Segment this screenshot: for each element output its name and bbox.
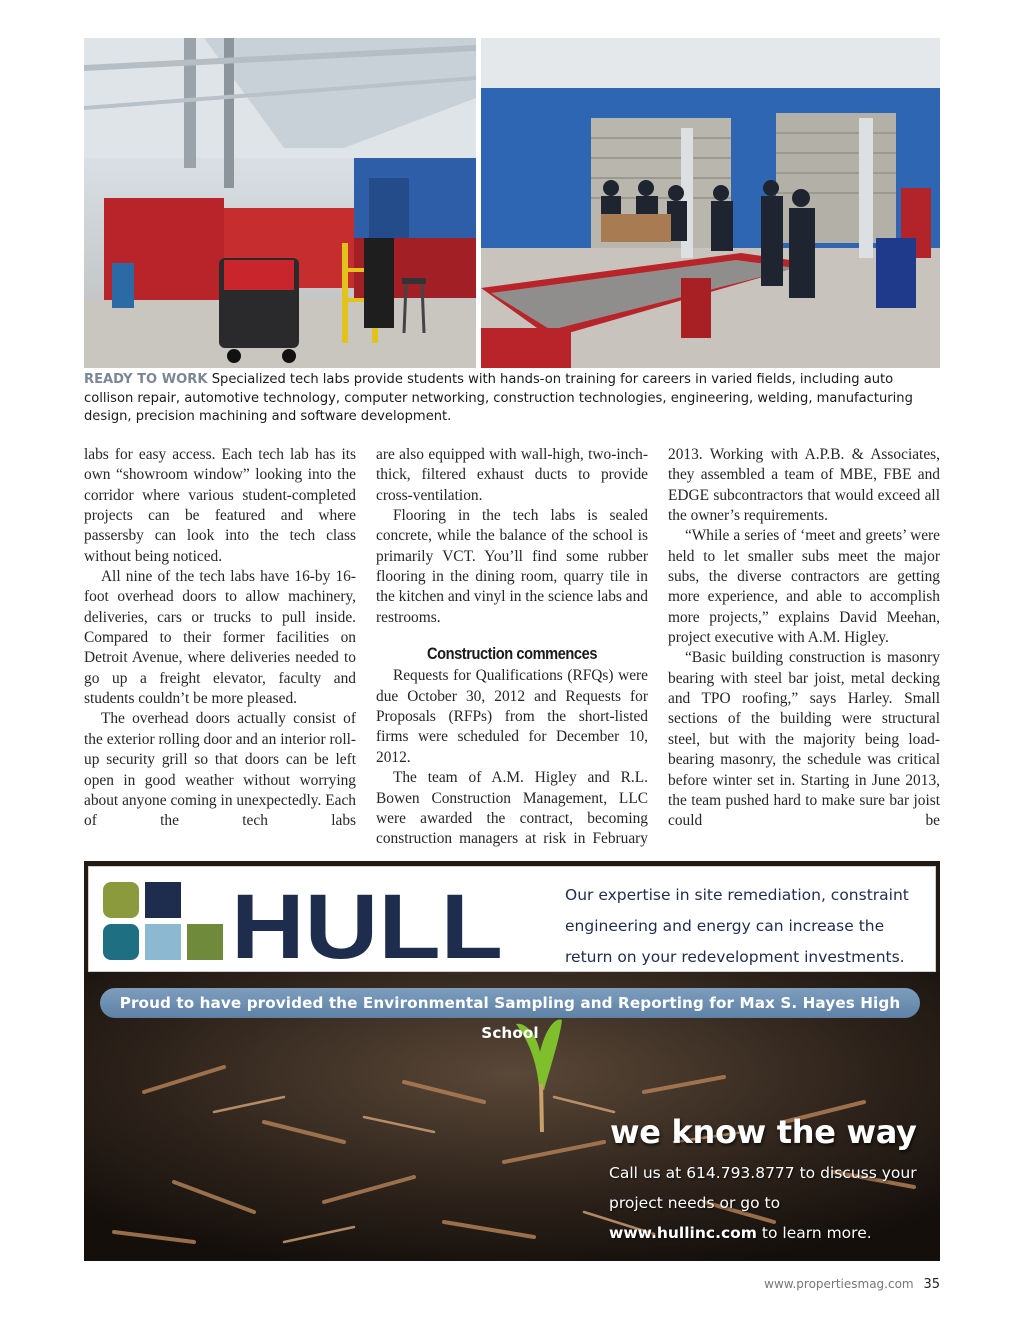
article-paragraph: are also equipped with wall-high, two-inch-thick, filtered exhaust ducts to provide cross-ventilation.: [376, 446, 648, 504]
page-number: 35: [923, 1277, 940, 1292]
logo-square-olive: [103, 882, 139, 918]
photo-caption: [84, 371, 940, 427]
ad-contact: [609, 1158, 919, 1248]
ad-contact-text: Call us at 614.793.8777 to discuss your project needs or go to: [609, 1164, 917, 1212]
section-subhead: Construction commences: [426, 644, 598, 664]
ad-website-link[interactable]: www.hullinc.com: [609, 1224, 757, 1242]
hull-advertisement: [84, 861, 940, 1261]
hull-wordmark: HULL: [231, 882, 503, 962]
ad-contact-tail: to learn more.: [761, 1224, 872, 1242]
ad-banner: Proud to have provided the Environmental Sampling and Reporting for Max S. Hayes High School: [100, 988, 920, 1018]
hull-logo: [103, 882, 505, 962]
logo-square-sky: [145, 924, 181, 960]
tech-lab-photo-left: [84, 38, 476, 368]
article-paragraph: Requests for Qualifications (RFQs) were due October 30, 2012 and Requests for Proposals (RFPs) from the short-listed firms were scheduled for December 10, 2012.: [376, 667, 648, 766]
logo-square-navy: [145, 882, 181, 918]
ad-headline: we know the way: [610, 1113, 917, 1151]
article-paragraph: “Basic building construction is masonry bearing with steel bar joist, metal decking and TPO roofing,” says Harley. Small sections of the building were structural steel, but with the majority being load-bearing masonry, the schedule was critical before winter set in. Starting in June 2013, the team pushed hard to make sure bar joist could be: [668, 649, 940, 830]
article-paragraph: 2013. Working with A.P.B. & Associates, they assembled a team of MBE, FBE and EDGE subcontractors that would exceed all the owner’s requirements.: [668, 446, 940, 525]
article-column-2: [376, 445, 648, 850]
caption-text: Specialized tech labs provide students with hands-on training for careers in varied fields, including auto collison repair, automotive technology, computer networking, construction technologies, engineering, welding, manufacturing design, precision machining and software development.: [84, 372, 913, 425]
logo-square-green: [187, 924, 223, 960]
article-paragraph: “While a series of ‘meet and greets’ were held to let smaller subs meet the major subs, the diverse contractors are getting more experience, and able to accomplish more projects,” explains David Meehan, project executive with A.M. Higley.: [668, 527, 940, 647]
article-paragraph: The team of A.M. Higley and R.L. Bowen Construction Management, LLC were awarded the contract, becoming construction managers at risk in February: [376, 769, 648, 848]
article-paragraph: Flooring in the tech labs is sealed concrete, while the balance of the school is primarily VCT. You’ll find some rubber flooring in the dining room, quarry tile in the kitchen and vinyl in the science labs and restrooms.: [376, 507, 648, 626]
article-paragraph: The overhead doors actually consist of the exterior rolling door and an interior roll-up security grill so that doors can be left open in good weather without worrying about anyone coming in unexpectedly. Each of the tech labs: [84, 710, 356, 830]
article-column-3: [668, 445, 940, 832]
footer-site: www.propertiesmag.com: [764, 1277, 914, 1291]
logo-square-teal: [103, 924, 139, 960]
page-footer: [764, 1277, 940, 1292]
article-paragraph: All nine of the tech labs have 16-by 16-foot overhead doors to allow machinery, deliveries, cars or trucks to pull inside. Compared to their former facilities on Detroit Avenue, where deliveries needed to go up a freight elevator, faculty and students couldn’t be more pleased.: [84, 568, 356, 708]
ad-header-panel: [88, 866, 936, 972]
ad-tagline: Our expertise in site remediation, constraint engineering and energy can increase the return on your redevelopment investments.: [565, 886, 909, 966]
auto-collision-lab-photo-right: [481, 38, 940, 368]
caption-lead: READY TO WORK: [84, 372, 208, 387]
article-paragraph: labs for easy access. Each tech lab has its own “showroom window” looking into the corridor where various student-completed projects can be featured and where passersby can look into the tech class without being noticed.: [84, 446, 356, 565]
article-column-1: [84, 445, 356, 832]
